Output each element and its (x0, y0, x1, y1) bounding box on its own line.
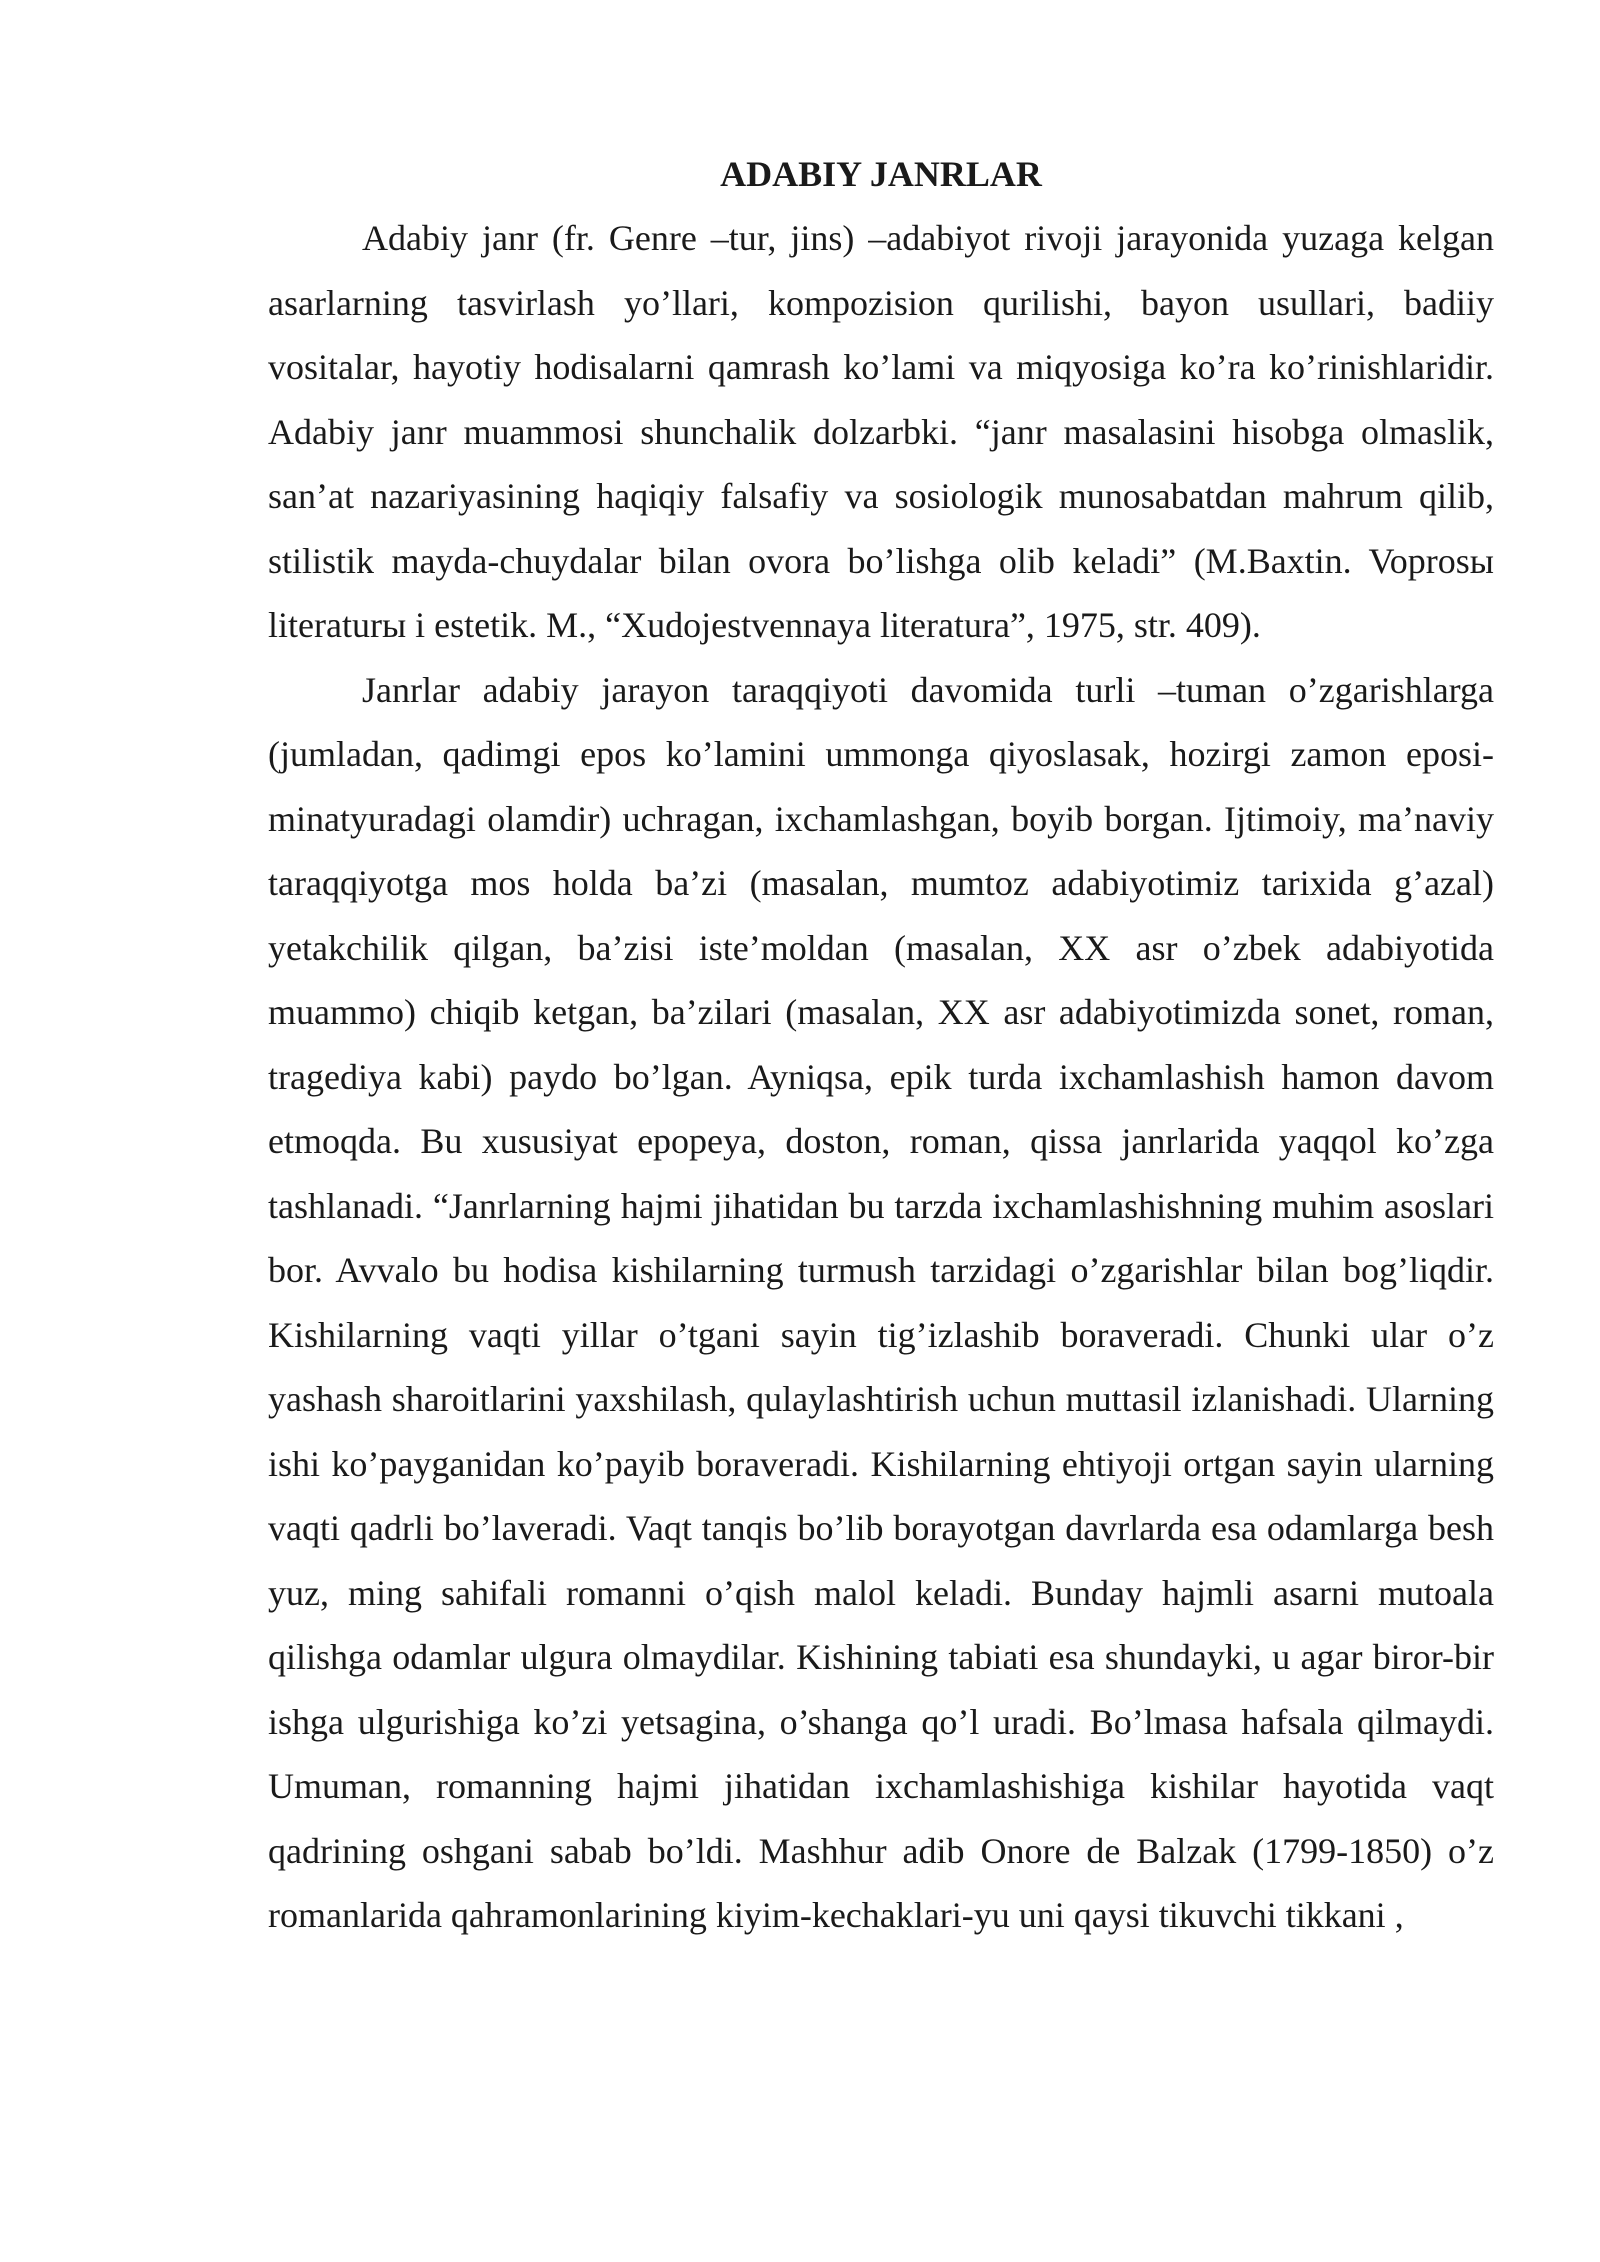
document-title: ADABIY JANRLAR (720, 154, 1042, 194)
paragraph-1: Adabiy janr (fr. Genre –tur, jins) –adabiyot rivoji jarayonida yuzaga kelgan asarlarning tasvirlash yo’llari, kompozision qurilishi, bayon usullari, badiiy vositalar, hayotiy hodisalarni qamrash ko’lami va miqyosiga ko’ra ko’rinishlaridir. Adabiy janr muammosi shunchalik dolzarbki. “janr masalasini hisobga olmaslik, san’at nazariyasining haqiqiy falsafiy va sosiologik munosabatdan mahrum qilib, stilistik mayda-chuydalar bilan ovora bo’lishga olib keladi” (M.Baxtin. Voprosы literaturы i estetik. M., “Xudojestvennaya literatura”, 1975, str. 409). (268, 218, 1494, 645)
document-body (268, 150, 1494, 1948)
paragraph-2: Janrlar adabiy jarayon taraqqiyoti davomida turli –tuman o’zgarishlarga (jumladan, qadimgi epos ko’lamini ummonga qiyoslasak, hozirgi zamon eposi- minatyuradagi olamdir) uchragan, ixchamlashgan, boyib borgan. Ijtimoiy, ma’naviy taraqqiyotga mos holda ba’zi (masalan, mumtoz adabiyotimiz tarixida g’azal) yetakchilik qilgan, ba’zisi iste’moldan (masalan, XX asr o’zbek adabiyotida muammo) chiqib ketgan, ba’zilari (masalan, XX asr adabiyotimizda sonet, roman, tragediya kabi) paydo bo’lgan. Ayniqsa, epik turda ixchamlashish hamon davom etmoqda. Bu xususiyat epopeya, doston, roman, qissa janrlarida yaqqol ko’zga tashlanadi. “Janrlarning hajmi jihatidan bu tarzda ixchamlashishning muhim asoslari bor. Avvalo bu hodisa kishilarning turmush tarzidagi o’zgarishlar bilan bog’liqdir. Kishilarning vaqti yillar o’tgani sayin tig’izlashib boraveradi. Chunki ular o’z yashash sharoitlarini yaxshilash, qulaylashtirish uchun muttasil izlanishadi. Ularning ishi ko’payganidan ko’payib boraveradi. Kishilarning ehtiyoji ortgan sayin ularning vaqti qadrli bo’laveradi. Vaqt tanqis bo’lib borayotgan davrlarda esa odamlarga besh yuz, ming sahifali romanni o’qish malol keladi. Bunday hajmli asarni mutoala qilishga odamlar ulgura olmaydilar. Kishining tabiati esa shundayki, u agar biror-bir ishga ulgurishiga ko’zi yetsagina, o’shanga qo’l uradi. Bo’lmasa hafsala qilmaydi. Umuman, romanning hajmi jihatidan ixchamlashishiga kishilar hayotida vaqt qadrining oshgani sabab bo’ldi. Mashhur adib Onore de Balzak (1799-1850) o’z romanlarida qahramonlarining kiyim-kechaklari-yu uni qaysi tikuvchi tikkani , (268, 669, 1494, 1935)
